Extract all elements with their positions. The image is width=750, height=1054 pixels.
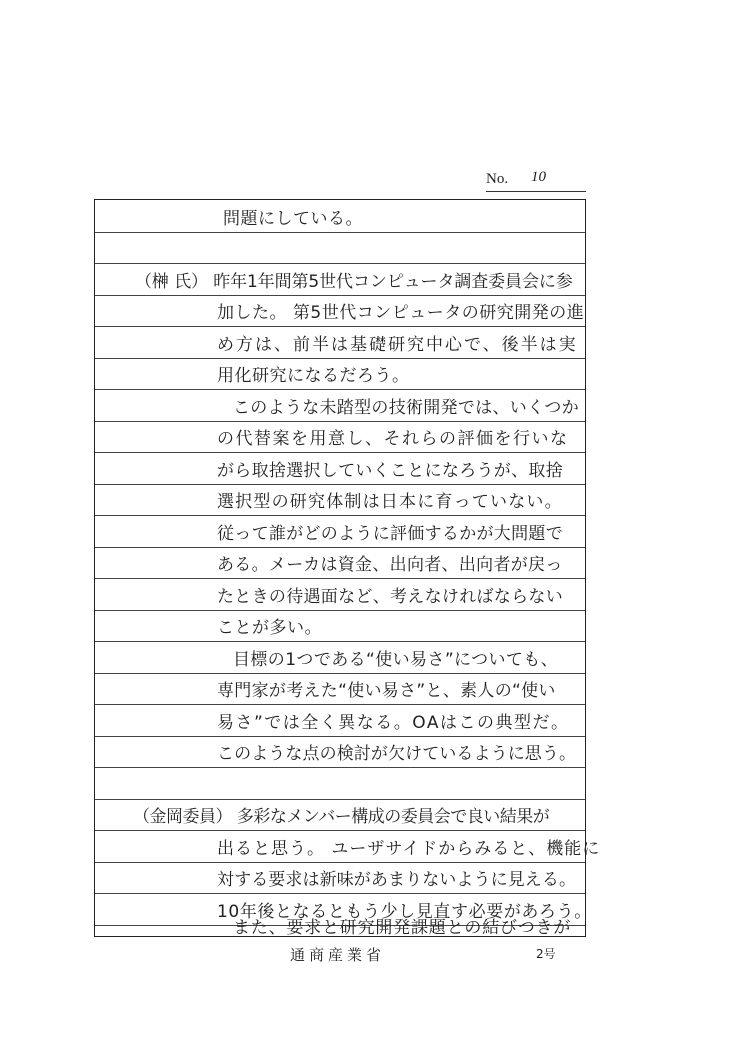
manuscript-line: の代替案を用意し、それらの評価を行いな — [217, 429, 569, 449]
ruled-line — [95, 515, 585, 516]
page-number-label: No. — [486, 171, 509, 187]
ruled-line — [95, 704, 585, 705]
ruled-line — [95, 484, 585, 485]
form-number: 2号 — [536, 947, 556, 961]
ruled-line — [95, 295, 585, 296]
ministry-name: 通商産業省 — [290, 946, 386, 964]
manuscript-line: 選択型の研究体制は日本に育っていない。 — [217, 492, 563, 512]
ruled-line — [95, 610, 585, 611]
manuscript-line: 目標の1つである“使い易さ”についても、 — [233, 650, 559, 670]
ruled-line — [95, 389, 585, 390]
ruled-line — [95, 641, 585, 642]
ruled-line — [95, 767, 585, 768]
ruled-line — [95, 830, 585, 831]
ruled-line — [95, 673, 585, 674]
manuscript-line: 10年後となるともう少し見直す必要があろう。 — [217, 902, 592, 922]
ruled-line — [95, 862, 585, 863]
ruled-line — [95, 452, 585, 453]
manuscript-line: 従って誰がどのように評価するかが大問題で — [217, 524, 563, 544]
ruled-line — [95, 358, 585, 359]
manuscript-line: 用化研究になるだろう。 — [217, 366, 410, 386]
manuscript-line: 問題にしている。 — [223, 209, 363, 229]
manuscript-line: ある。メーカは資金、出向者、出向者が戻っ — [217, 555, 563, 575]
manuscript-line: このような未踏型の技術開発では、いくつか — [233, 398, 579, 418]
page-number — [486, 171, 586, 192]
ruled-line — [95, 232, 585, 233]
manuscript-sheet — [94, 199, 601, 938]
ruled-line — [95, 799, 585, 800]
ruled-line — [95, 421, 585, 422]
manuscript-line: 出ると思う。 ユーザサイドからみると、機能に — [217, 839, 601, 859]
manuscript-line: がら取捨選択していくことになろうが、取捨 — [217, 461, 563, 481]
manuscript-line: 加した。 第5世代コンピュータの研究開発の進 — [217, 303, 585, 323]
manuscript-line: ことが多い。 — [217, 618, 322, 638]
manuscript-line: （金岡委員） 多彩なメンバー構成の委員会で良い結果が — [133, 807, 550, 827]
ruled-line — [95, 263, 585, 264]
ruled-line — [95, 578, 585, 579]
manuscript-line: め方は、前半は基礎研究中心で、後半は実 — [217, 335, 578, 355]
ruled-line — [95, 326, 585, 327]
manuscript-line: たときの待遇面など、考えなければならない — [217, 587, 563, 607]
manuscript-line: このような点の検討が欠けているように思う。 — [217, 744, 577, 764]
ruled-line — [95, 547, 585, 548]
manuscript-line: また、要求と研究開発課題との結びつきが — [233, 918, 572, 938]
manuscript-line: 易さ”では全く異なる。OAはこの典型だ。 — [217, 713, 570, 733]
ruled-line — [95, 893, 585, 894]
manuscript-line: （榊 氏） 昨年1年間第5世代コンピュータ調査委員会に参 — [135, 272, 573, 292]
page-number-value: 10 — [531, 169, 546, 185]
manuscript-line: 対する要求は新味があまりないように見える。 — [217, 870, 577, 890]
ruled-line — [95, 736, 585, 737]
manuscript-line: 専門家が考えた“使い易さ”と、素人の“使い — [217, 681, 556, 701]
